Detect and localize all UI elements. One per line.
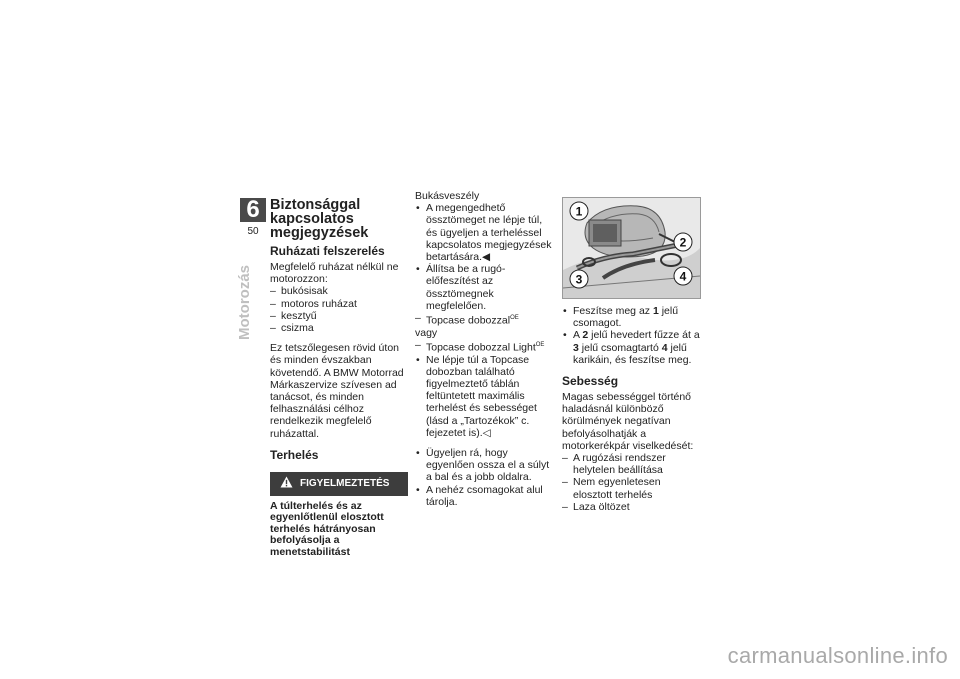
load-bullets-b [415, 339, 553, 439]
page-title: Biztonsággal kapcsolatos megjegyzések [270, 197, 369, 241]
strap-steps [562, 305, 700, 366]
risk-label: Bukásveszély [415, 190, 480, 202]
clothing-list [270, 285, 408, 334]
figure-label-3: 3 [575, 272, 583, 287]
warning-triangle-icon [280, 476, 293, 492]
section-side-label: Motorozás [236, 265, 253, 340]
luggage-strap-drawing [563, 198, 700, 298]
figure-label-1: 1 [575, 204, 583, 219]
list-item: – csizma [270, 322, 408, 334]
chapter-number-tab: 6 [240, 198, 266, 222]
clothing-intro: Megfelelő ruházat nélkül ne motorozzon: [270, 261, 399, 286]
column-2 [415, 190, 553, 508]
list-item: – bukósisak [270, 285, 408, 297]
load-bullets-a [415, 202, 553, 327]
list-item: – Topcase dobozzal Light$^{OE}$ [415, 339, 553, 354]
column-1 [270, 190, 408, 558]
load-bullets-c [415, 447, 553, 508]
figure-label-2: 2 [679, 235, 687, 250]
clothing-note: Ez tetszőlegesen rövid úton és minden évszakban követendő. A BMW Motorrad Márkaszervize szívesen ad tanácsot, és minden felhasználási célhoz rendelkezik megfelelő ruházattal. [270, 342, 404, 440]
warning-box [270, 472, 408, 496]
speed-list [562, 452, 700, 513]
clothing-heading: Ruházati felszerelés [270, 244, 385, 258]
column-3 [562, 190, 700, 513]
list-item: – Topcase dobozzal$^{OE}$ [415, 312, 553, 327]
list-item: • Ne lépje túl a Topcase dobozban található figyelmeztető táblán feltüntetett maximális terhelést és sebességet (lásd a „Tartozékok” c. fejezetet is).◁ [415, 354, 553, 439]
list-item: • Állítsa be a rugó-előfeszítést az össztömegnek megfelelően. [415, 263, 553, 312]
speed-heading: Sebesség [562, 374, 619, 389]
warning-text: A túlterhelés és az egyenlőtlenül elosztott terhelés hátrányosan befolyásolja a menetstabilitást [270, 499, 384, 558]
list-item: – motoros ruházat [270, 298, 408, 310]
speed-intro: Magas sebességgel történő haladásnál különböző körülmények negatívan befolyásolhatják a motorkerékpár viselkedését: [562, 391, 694, 452]
list-item: – Nem egyenletesen elosztott terhelés [562, 476, 700, 500]
page-number: 50 [247, 226, 259, 237]
list-item: • A 2 jelű hevedert fűzze át a 3 jelű csomagtartó 4 jelű karikáin, és feszítse meg. [562, 329, 700, 366]
list-item: • A megengedhető össztömeget ne lépje túl, és ügyeljen a terheléssel kapcsolatos megjegyzések betartására.◀ [415, 202, 553, 263]
list-item: – kesztyű [270, 310, 408, 322]
list-item: – A rugózási rendszer helytelen beállítása [562, 452, 700, 476]
load-heading: Terhelés [270, 447, 319, 462]
list-item: • Feszítse meg az 1 jelű csomagot. [562, 305, 700, 329]
option-mark: OE [535, 341, 545, 348]
figure-label-4: 4 [679, 269, 687, 284]
luggage-strap-figure [562, 197, 701, 299]
or-text: vagy [415, 326, 438, 339]
watermark: carmanualsonline.info [727, 643, 948, 668]
list-item: • A nehéz csomagokat alul tárolja. [415, 484, 553, 508]
list-item: • Ügyeljen rá, hogy egyenlően ossza el a súlyt a bal és a jobb oldalra. [415, 447, 553, 484]
list-item: – Laza öltözet [562, 501, 700, 513]
warning-label: FIGYELMEZTETÉS [300, 477, 390, 489]
option-mark: OE [510, 315, 519, 322]
